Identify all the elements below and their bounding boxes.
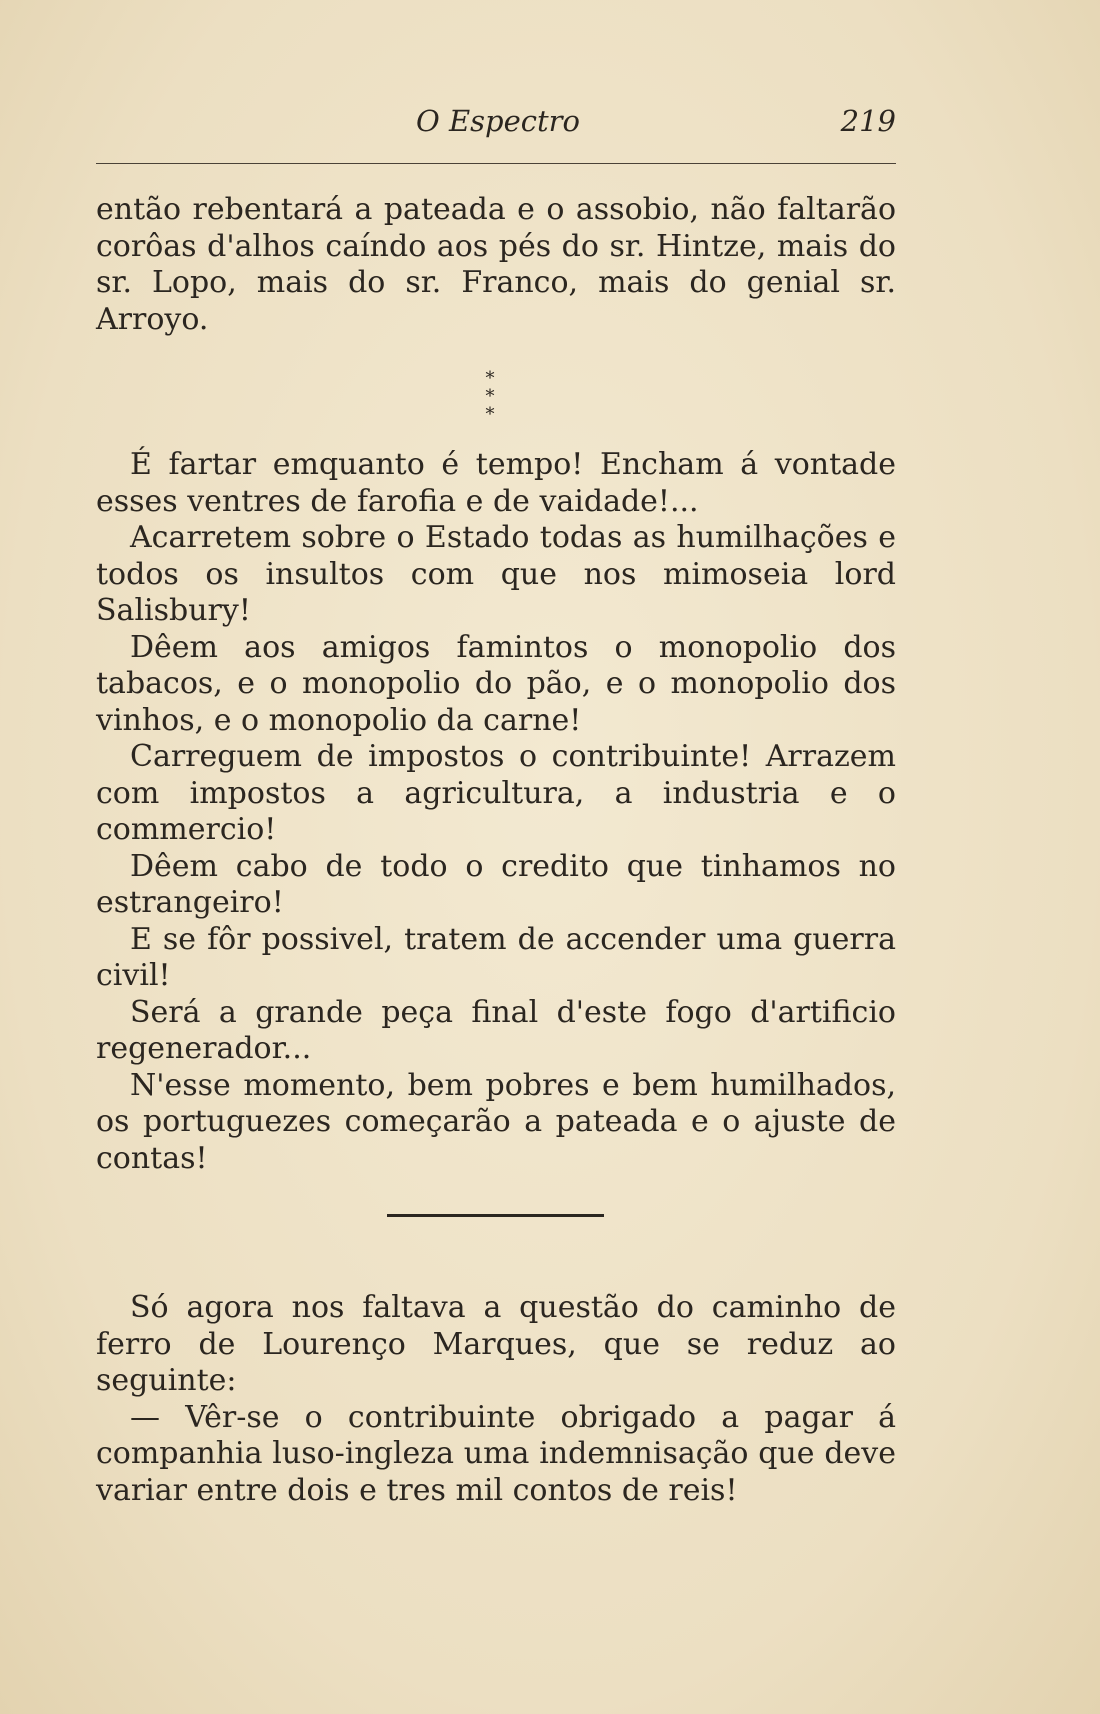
paragraph: Dêem cabo de todo o credito que tinhamos no estrangeiro!	[96, 848, 896, 920]
paragraph: Será a grande peça final d'este fogo d'artificio regenerador...	[96, 994, 896, 1066]
paragraph: E se fôr possivel, tratem de accender uma guerra civil!	[96, 921, 896, 993]
page-number: 219	[840, 104, 896, 138]
paragraph: então rebentará a pateada e o assobio, não faltarão corôas d'alhos caíndo aos pés do sr. Hintze, mais do sr. Lopo, mais do sr. Franco, mais do genial sr. Arroyo.	[96, 192, 896, 337]
text-block-continuation	[96, 192, 896, 338]
section-separator-rule	[387, 1214, 604, 1217]
text-block-section	[96, 447, 896, 1177]
paragraph: Dêem aos amigos famintos o monopolio dos tabacos, e o monopolio do pão, e o monopolio dos vinhos, e o monopolio da carne!	[96, 629, 896, 738]
asterism-divider	[460, 368, 520, 425]
paragraph: Só agora nos faltava a questão do caminho de ferro de Lourenço Marques, que se reduz ao seguinte:	[96, 1290, 896, 1398]
paragraph: Acarretem sobre o Estado todas as humilhações e todos os insultos com que nos mimoseia lord Salisbury!	[96, 520, 896, 628]
running-header	[96, 104, 896, 144]
header-rule	[96, 163, 896, 164]
paragraph: É fartar emquanto é tempo! Encham á vontade esses ventres de farofia e de vaidade!...	[96, 447, 896, 519]
asterism-top: *	[485, 368, 495, 389]
paragraph: N'esse momento, bem pobres e bem humilhados, os portuguezes começarão a pateada e o ajuste de contas!	[96, 1067, 896, 1176]
paragraph: Carreguem de impostos o contribuinte! Arrazem com impostos a agricultura, a industria e o commercio!	[96, 739, 896, 847]
asterism-bottom: * *	[485, 386, 513, 425]
paragraph: — Vêr-se o contribuinte obrigado a pagar á companhia luso-ingleza uma indemnisação que deve variar entre dois e tres mil contos de reis!	[96, 1399, 896, 1508]
text-block-new-section	[96, 1290, 896, 1509]
running-title: O Espectro	[416, 104, 580, 138]
